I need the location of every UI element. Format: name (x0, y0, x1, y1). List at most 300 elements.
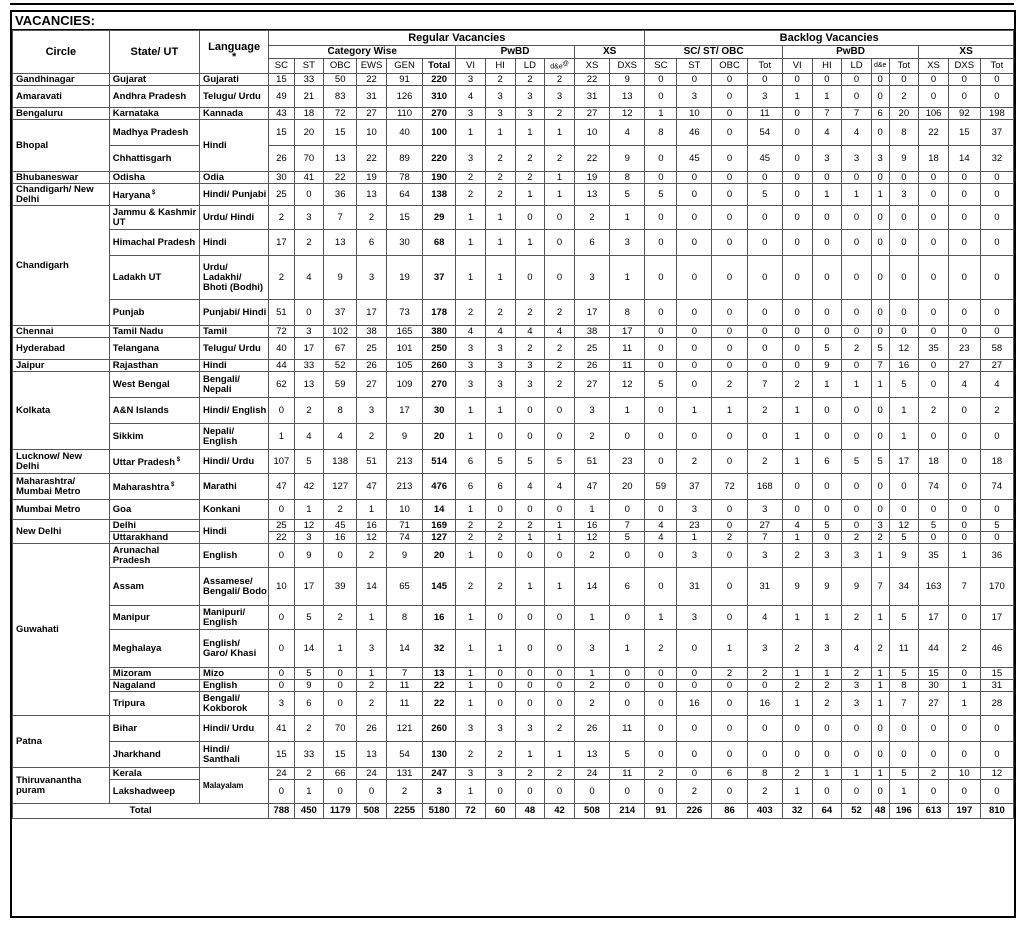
value-cell: 0 (782, 172, 812, 184)
value-cell: 2 (574, 544, 609, 568)
value-cell: 1 (456, 398, 486, 424)
value-cell: 0 (610, 668, 645, 680)
value-cell: 4 (747, 606, 782, 630)
value-cell: 5 (545, 450, 575, 474)
total-value: 613 (919, 804, 949, 819)
value-cell: 1 (712, 630, 747, 668)
state-cell: Kerala (109, 768, 199, 780)
value-cell: 44 (919, 630, 949, 668)
value-cell: 0 (677, 668, 712, 680)
language-cell: Hindi/ Santhali (199, 742, 268, 768)
value-cell: 2 (574, 206, 609, 230)
value-cell: 51 (357, 450, 387, 474)
value-cell: 3 (610, 230, 645, 256)
value-cell: 0 (545, 398, 575, 424)
value-cell: 2 (485, 184, 515, 206)
subheader-regular-obc: OBC (324, 59, 357, 74)
value-cell: 0 (645, 742, 677, 768)
value-cell: 29 (423, 206, 456, 230)
value-cell: 1 (948, 692, 980, 716)
value-cell: 2 (485, 300, 515, 326)
value-cell: 2 (456, 172, 486, 184)
value-cell: 22 (423, 680, 456, 692)
value-cell: 0 (980, 780, 1013, 804)
value-cell: 71 (386, 520, 422, 532)
value-cell: 4 (610, 120, 645, 146)
value-cell: 12 (889, 520, 919, 532)
table-row (13, 450, 1014, 474)
total-value: 226 (677, 804, 712, 819)
value-cell: 9 (889, 146, 919, 172)
value-cell: 0 (269, 780, 294, 804)
value-cell: 2 (456, 300, 486, 326)
value-cell: 16 (357, 520, 387, 532)
value-cell: 0 (324, 668, 357, 680)
value-cell: 1 (574, 606, 609, 630)
value-cell: 1 (782, 668, 812, 680)
value-cell: 20 (889, 108, 919, 120)
value-cell: 73 (386, 300, 422, 326)
value-cell: 3 (812, 630, 842, 668)
state-footnote-mark: $ (169, 481, 175, 488)
value-cell: 16 (747, 692, 782, 716)
value-cell: 0 (712, 338, 747, 360)
value-cell: 0 (782, 338, 812, 360)
value-cell: 3 (889, 184, 919, 206)
value-cell: 2 (357, 206, 387, 230)
value-cell: 31 (677, 568, 712, 606)
value-cell: 0 (645, 256, 677, 300)
value-cell: 0 (747, 338, 782, 360)
value-cell: 7 (842, 108, 872, 120)
value-cell: 20 (294, 120, 324, 146)
value-cell: 2 (357, 680, 387, 692)
circle-cell: Guwahati (13, 544, 110, 716)
value-cell: 0 (645, 544, 677, 568)
value-cell: 0 (919, 716, 949, 742)
value-cell: 0 (712, 500, 747, 520)
value-cell: 2 (712, 668, 747, 680)
value-cell: 3 (747, 500, 782, 520)
value-cell: 14 (294, 630, 324, 668)
value-cell: 220 (423, 74, 456, 86)
value-cell: 190 (423, 172, 456, 184)
value-cell: 2 (871, 630, 889, 668)
value-cell: 43 (269, 108, 294, 120)
value-cell: 0 (842, 424, 872, 450)
value-cell: 47 (574, 474, 609, 500)
total-value: 48 (871, 804, 889, 819)
subheader-backlog-tot: Tot (889, 59, 919, 74)
value-cell: 12 (610, 372, 645, 398)
value-cell: 6 (456, 474, 486, 500)
value-cell: 0 (782, 474, 812, 500)
value-cell: 0 (889, 300, 919, 326)
value-cell: 0 (782, 184, 812, 206)
value-cell: 3 (456, 360, 486, 372)
value-cell: 15 (269, 74, 294, 86)
value-cell: 14 (423, 500, 456, 520)
value-cell: 31 (357, 86, 387, 108)
value-cell: 7 (871, 360, 889, 372)
value-cell: 0 (948, 520, 980, 532)
value-cell: 3 (574, 630, 609, 668)
value-cell: 0 (919, 230, 949, 256)
value-cell: 25 (574, 338, 609, 360)
value-cell: 1 (871, 372, 889, 398)
value-cell: 0 (645, 326, 677, 338)
value-cell: 2 (357, 692, 387, 716)
value-cell: 0 (747, 360, 782, 372)
value-cell: 1 (610, 398, 645, 424)
value-cell: 10 (948, 768, 980, 780)
value-cell: 5 (294, 668, 324, 680)
language-cell: Hindi (199, 520, 268, 544)
circle-cell: Chandigarh (13, 206, 110, 326)
value-cell: 0 (712, 184, 747, 206)
value-cell: 0 (842, 500, 872, 520)
table-row (13, 606, 1014, 630)
value-cell: 0 (712, 520, 747, 532)
value-cell: 0 (842, 360, 872, 372)
value-cell: 0 (712, 692, 747, 716)
value-cell: 0 (948, 716, 980, 742)
value-cell: 1 (515, 120, 545, 146)
value-cell: 24 (357, 768, 387, 780)
value-cell: 1 (871, 668, 889, 680)
value-cell: 6 (610, 568, 645, 606)
value-cell: 0 (677, 300, 712, 326)
state-cell: West Bengal (109, 372, 199, 398)
value-cell: 0 (677, 184, 712, 206)
value-cell: 45 (677, 146, 712, 172)
subheader-regular-total: Total (423, 59, 456, 74)
value-cell: 213 (386, 474, 422, 500)
value-cell: 0 (324, 780, 357, 804)
value-cell: 0 (645, 300, 677, 326)
value-cell: 28 (980, 692, 1013, 716)
value-cell: 1 (782, 450, 812, 474)
regular-vacancies-header: Regular Vacancies (269, 31, 645, 46)
value-cell: 58 (980, 338, 1013, 360)
value-cell: 0 (919, 372, 949, 398)
value-cell: 2 (782, 630, 812, 668)
total-value: 197 (948, 804, 980, 819)
value-cell: 2 (782, 372, 812, 398)
value-cell: 31 (980, 680, 1013, 692)
value-cell: 1 (294, 500, 324, 520)
value-cell: 13 (357, 184, 387, 206)
value-cell: 0 (812, 780, 842, 804)
value-cell: 21 (294, 86, 324, 108)
value-cell: 3 (456, 768, 486, 780)
value-cell: 5 (610, 532, 645, 544)
state-cell: Himachal Pradesh (109, 230, 199, 256)
value-cell: 0 (889, 742, 919, 768)
value-cell: 78 (386, 172, 422, 184)
value-cell: 24 (269, 768, 294, 780)
table-row (13, 146, 1014, 172)
value-cell: 11 (889, 630, 919, 668)
col-circle: Circle (13, 31, 110, 74)
value-cell: 2 (485, 568, 515, 606)
value-cell: 0 (545, 230, 575, 256)
value-cell: 10 (574, 120, 609, 146)
value-cell: 31 (574, 86, 609, 108)
category-wise-header: Category Wise (269, 46, 456, 59)
value-cell: 22 (357, 74, 387, 86)
table-row (13, 184, 1014, 206)
value-cell: 0 (610, 606, 645, 630)
value-cell: 2 (485, 172, 515, 184)
value-cell: 0 (919, 780, 949, 804)
value-cell: 168 (747, 474, 782, 500)
value-cell: 0 (948, 326, 980, 338)
value-cell: 16 (889, 360, 919, 372)
value-cell: 0 (812, 716, 842, 742)
value-cell: 1 (456, 544, 486, 568)
value-cell: 2 (842, 338, 872, 360)
value-cell: 0 (645, 450, 677, 474)
circle-cell: Maharashtra/ Mumbai Metro (13, 474, 110, 500)
value-cell: 0 (980, 300, 1013, 326)
value-cell: 36 (324, 184, 357, 206)
value-cell: 17 (980, 606, 1013, 630)
value-cell: 5 (889, 668, 919, 680)
value-cell: 0 (782, 716, 812, 742)
value-cell: 0 (782, 108, 812, 120)
value-cell: 4 (842, 630, 872, 668)
language-cell: Gujarati (199, 74, 268, 86)
value-cell: 70 (294, 146, 324, 172)
circle-cell: Thiruvanantha puram (13, 768, 110, 804)
value-cell: 0 (842, 398, 872, 424)
value-cell: 0 (645, 360, 677, 372)
value-cell: 2 (812, 680, 842, 692)
value-cell: 0 (948, 230, 980, 256)
value-cell: 25 (357, 338, 387, 360)
value-cell: 3 (515, 108, 545, 120)
value-cell: 9 (294, 680, 324, 692)
circle-cell: Kolkata (13, 372, 110, 450)
value-cell: 0 (871, 256, 889, 300)
state-cell: Telangana (109, 338, 199, 360)
value-cell: 0 (269, 668, 294, 680)
value-cell: 0 (545, 206, 575, 230)
value-cell: 27 (574, 108, 609, 120)
value-cell: 0 (485, 606, 515, 630)
value-cell: 20 (423, 544, 456, 568)
value-cell: 0 (645, 780, 677, 804)
value-cell: 0 (980, 716, 1013, 742)
value-cell: 5 (919, 520, 949, 532)
value-cell: 32 (423, 630, 456, 668)
value-cell: 1 (645, 606, 677, 630)
value-cell: 5 (812, 520, 842, 532)
value-cell: 6 (712, 768, 747, 780)
value-cell: 27 (357, 372, 387, 398)
value-cell: 11 (610, 768, 645, 780)
value-cell: 68 (423, 230, 456, 256)
value-cell: 30 (423, 398, 456, 424)
value-cell: 11 (610, 338, 645, 360)
value-cell: 8 (610, 172, 645, 184)
subheader-regular-hi: HI (485, 59, 515, 74)
value-cell: 0 (545, 424, 575, 450)
value-cell: 0 (889, 474, 919, 500)
value-cell: 2 (782, 768, 812, 780)
value-cell: 0 (919, 206, 949, 230)
value-cell: 2 (485, 146, 515, 172)
value-cell: 2 (515, 768, 545, 780)
value-cell: 0 (871, 206, 889, 230)
value-cell: 0 (677, 256, 712, 300)
circle-cell: Chennai (13, 326, 110, 338)
table-row (13, 630, 1014, 668)
value-cell: 0 (871, 300, 889, 326)
value-cell: 0 (610, 692, 645, 716)
value-cell: 105 (386, 360, 422, 372)
value-cell: 0 (948, 532, 980, 544)
value-cell: 5 (747, 184, 782, 206)
value-cell: 39 (324, 568, 357, 606)
value-cell: 27 (747, 520, 782, 532)
value-cell: 1 (357, 606, 387, 630)
state-cell: Rajasthan (109, 360, 199, 372)
total-value: 48 (515, 804, 545, 819)
value-cell: 33 (294, 360, 324, 372)
value-cell: 0 (948, 668, 980, 680)
value-cell: 0 (871, 230, 889, 256)
value-cell: 0 (712, 230, 747, 256)
value-cell: 54 (386, 742, 422, 768)
value-cell: 5 (871, 338, 889, 360)
state-cell: Delhi (109, 520, 199, 532)
value-cell: 1 (889, 780, 919, 804)
value-cell: 1 (782, 606, 812, 630)
value-cell: 67 (324, 338, 357, 360)
value-cell: 3 (842, 680, 872, 692)
total-value: 450 (294, 804, 324, 819)
value-cell: 12 (889, 338, 919, 360)
value-cell: 0 (948, 256, 980, 300)
value-cell: 2 (842, 668, 872, 680)
value-cell: 8 (747, 768, 782, 780)
value-cell: 0 (948, 742, 980, 768)
value-cell: 0 (842, 780, 872, 804)
value-cell: 11 (386, 680, 422, 692)
table-row (13, 256, 1014, 300)
language-cell: English (199, 544, 268, 568)
value-cell: 27 (357, 108, 387, 120)
value-cell: 3 (677, 606, 712, 630)
value-cell: 14 (948, 146, 980, 172)
value-cell: 16 (677, 692, 712, 716)
value-cell: 0 (747, 742, 782, 768)
value-cell: 1 (842, 184, 872, 206)
value-cell: 0 (677, 326, 712, 338)
table-row (13, 780, 1014, 804)
value-cell: 3 (485, 108, 515, 120)
value-cell: 4 (948, 372, 980, 398)
value-cell: 1 (812, 768, 842, 780)
value-cell: 0 (712, 206, 747, 230)
value-cell: 1 (812, 86, 842, 108)
value-cell: 5 (889, 532, 919, 544)
value-cell: 0 (712, 74, 747, 86)
value-cell: 1 (782, 780, 812, 804)
value-cell: 8 (889, 680, 919, 692)
value-cell: 0 (889, 206, 919, 230)
value-cell: 2 (782, 544, 812, 568)
value-cell: 15 (324, 742, 357, 768)
xs-header: XS (574, 46, 645, 59)
value-cell: 0 (871, 74, 889, 86)
value-cell: 3 (747, 544, 782, 568)
value-cell: 3 (357, 256, 387, 300)
value-cell: 138 (423, 184, 456, 206)
value-cell: 7 (747, 532, 782, 544)
value-cell: 25 (269, 520, 294, 532)
value-cell: 0 (842, 520, 872, 532)
subheader-backlog-dxs: DXS (948, 59, 980, 74)
value-cell: 2 (294, 768, 324, 780)
value-cell: 0 (515, 630, 545, 668)
value-cell: 5 (980, 520, 1013, 532)
value-cell: 0 (712, 742, 747, 768)
value-cell: 3 (842, 692, 872, 716)
value-cell: 0 (545, 630, 575, 668)
value-cell: 72 (269, 326, 294, 338)
value-cell: 26 (357, 360, 387, 372)
value-cell: 3 (871, 520, 889, 532)
value-cell: 1 (456, 256, 486, 300)
value-cell: 37 (324, 300, 357, 326)
total-value: 196 (889, 804, 919, 819)
value-cell: 0 (980, 326, 1013, 338)
language-cell: Urdu/ Ladakhi/ Bhoti (Bodhi) (199, 256, 268, 300)
value-cell: 23 (677, 520, 712, 532)
value-cell: 0 (919, 74, 949, 86)
vacancies-table (12, 30, 1014, 819)
value-cell: 1 (871, 606, 889, 630)
value-cell: 1 (515, 184, 545, 206)
value-cell: 5 (515, 450, 545, 474)
value-cell: 0 (712, 606, 747, 630)
value-cell: 1 (574, 668, 609, 680)
value-cell: 0 (812, 742, 842, 768)
value-cell: 9 (782, 568, 812, 606)
value-cell: 1 (456, 120, 486, 146)
state-cell: Jammu & Kashmir UT (109, 206, 199, 230)
value-cell: 1 (485, 206, 515, 230)
table-row (13, 532, 1014, 544)
state-cell: Lakshadweep (109, 780, 199, 804)
value-cell: 0 (948, 172, 980, 184)
value-cell: 14 (574, 568, 609, 606)
total-value: 1179 (324, 804, 357, 819)
value-cell: 0 (812, 532, 842, 544)
table-row (13, 372, 1014, 398)
value-cell: 0 (980, 74, 1013, 86)
value-cell: 2 (545, 74, 575, 86)
col-language (199, 31, 268, 74)
subheader-backlog-ld: LD (842, 59, 872, 74)
value-cell: 1 (269, 424, 294, 450)
value-cell: 18 (919, 450, 949, 474)
value-cell: 7 (948, 568, 980, 606)
value-cell: 2 (747, 668, 782, 680)
